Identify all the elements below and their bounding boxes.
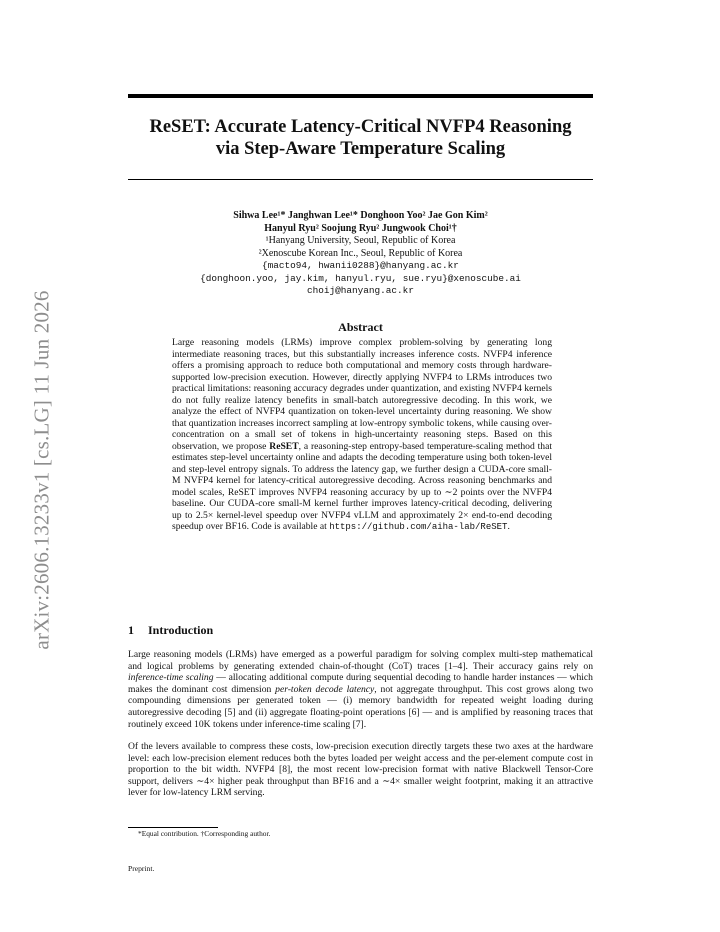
preprint-label: Preprint. — [128, 864, 155, 873]
intro-p1-text-a: Large reasoning models (LRMs) have emerged as a powerful paradigm for solving complex multi-step mathematical and logical problems by generating extended chain-of-thought (CoT) traces [1–4]. Their accuracy gains rely on — [128, 649, 593, 672]
arxiv-identifier-text: arXiv:2606.13233v1 [cs.LG] 11 Jun 2026 — [29, 290, 54, 650]
title-top-rule — [128, 94, 593, 98]
intro-p1-emphasis-1: inference-time scaling — [128, 672, 214, 684]
email-line-3: choij@hanyang.ac.kr — [307, 285, 414, 296]
title-line-1: ReSET: Accurate Latency-Critical NVFP4 Reasoning — [149, 117, 572, 137]
intro-p1-text-b: — allocating additional compute during sequential decoding to handle harder instances — which makes the dominant cost dimension — [128, 672, 593, 695]
title-line-2: via Step-Aware Temperature Scaling — [215, 139, 506, 159]
abstract-text — [172, 337, 552, 534]
paper-title — [128, 116, 593, 160]
footnote: *Equal contribution. †Corresponding author. — [138, 829, 271, 838]
intro-paragraph-1 — [128, 649, 593, 730]
title-bottom-rule — [128, 179, 593, 180]
code-link[interactable]: https://github.com/aiha-lab/ReSET — [329, 522, 508, 532]
author-block — [128, 210, 593, 298]
footnote-rule — [128, 827, 218, 828]
abstract-part-1: Large reasoning models (LRMs) improve complex problem-solving by generating long intermediate reasoning traces, but this substantially increases inference costs. NVFP4 inference offers a promising approach to reduce both computational and memory costs through hardware-supported low-precision execution. However, directly applying NVFP4 to LRMs introduces two practical limitations: reasoning accuracy degrades under quantization, and existing NVFP4 kernels do not fully realize latency benefits in small-batch autoregressive decoding. In this work, we analyze the effect of NVFP4 quantization on token-level uncertainty during reasoning. We show that quantization increases incorrect sampling at low-entropy symbolic tokens, while causing over-concentration on a small set of tokens in high-uncertainty reasoning steps. Based on this observation, we propose — [172, 337, 552, 452]
section-heading-introduction — [128, 623, 213, 637]
section-title: Introduction — [148, 623, 214, 637]
intro-p1-emphasis-2: per-token decode latency — [275, 683, 375, 695]
affiliation-1: ¹Hanyang University, Seoul, Republic of Korea — [265, 235, 456, 246]
abstract-part-2: , a reasoning-step entropy-based temperature-scaling method that estimates step-level uncertainty online and adapts the decoding temperature using both token-level and step-level entropy signals. To address the latency gap, we further design a CUDA-core small-M NVFP4 kernel for latency-critical autoregressive decoding. Across reasoning benchmarks and model scales, ReSET improves NVFP4 reasoning accuracy by up to ∼2 points over the NVFP4 baseline. Our CUDA-core small-M kernel further improves latency-critical decoding, delivering up to 2.5× kernel-level speedup over NVFP4 vLLM and approximately 2× end-to-end decoding speedup over BF16. Code is available at — [172, 440, 552, 532]
abstract-part-3: . — [507, 521, 510, 532]
arxiv-identifier[interactable] — [12, 260, 72, 680]
email-line-1: {macto94, hwanii0288}@hanyang.ac.kr — [262, 260, 459, 271]
section-number: 1 — [128, 623, 134, 637]
intro-p1-text-c: , not aggregate throughput. This cost grows along two compounding dimensions per generated token — (i) memory bandwidth for repeated weight loading during autoregressive decoding [5] and (ii) aggregate floating-point operations [6] — and is amplified by reasoning traces that routinely exceed 10K tokens under inference-time scaling [7]. — [128, 683, 594, 730]
affiliation-2: ²Xenoscube Korean Inc., Seoul, Republic of Korea — [258, 247, 463, 259]
abstract-heading: Abstract — [338, 320, 383, 334]
author-names-line-1: Sihwa Lee¹* Janghwan Lee¹* Donghoon Yoo² Jae Gon Kim² — [233, 210, 488, 221]
author-names-line-2: Hanyul Ryu² Soojung Ryu² Jungwook Choi¹† — [264, 222, 457, 234]
email-line-2: {donghoon.yoo, jay.kim, hanyul.ryu, sue.ryu}@xenoscube.ai — [200, 272, 521, 284]
method-name: ReSET — [269, 440, 299, 452]
intro-paragraph-2: Of the levers available to compress these costs, low-precision execution directly targets these two axes at the hardware level: each low-precision element reduces both the bytes loaded per weight access and the per-element compute cost in proportion to the bit width. NVFP4 [8], the most recent low-precision format with native Blackwell Tensor-Core support, delivers ∼4× higher peak throughput than BF16 and a ∼4× smaller weight footprint, making it an attractive lever for low-latency LRM serving. — [128, 741, 593, 799]
